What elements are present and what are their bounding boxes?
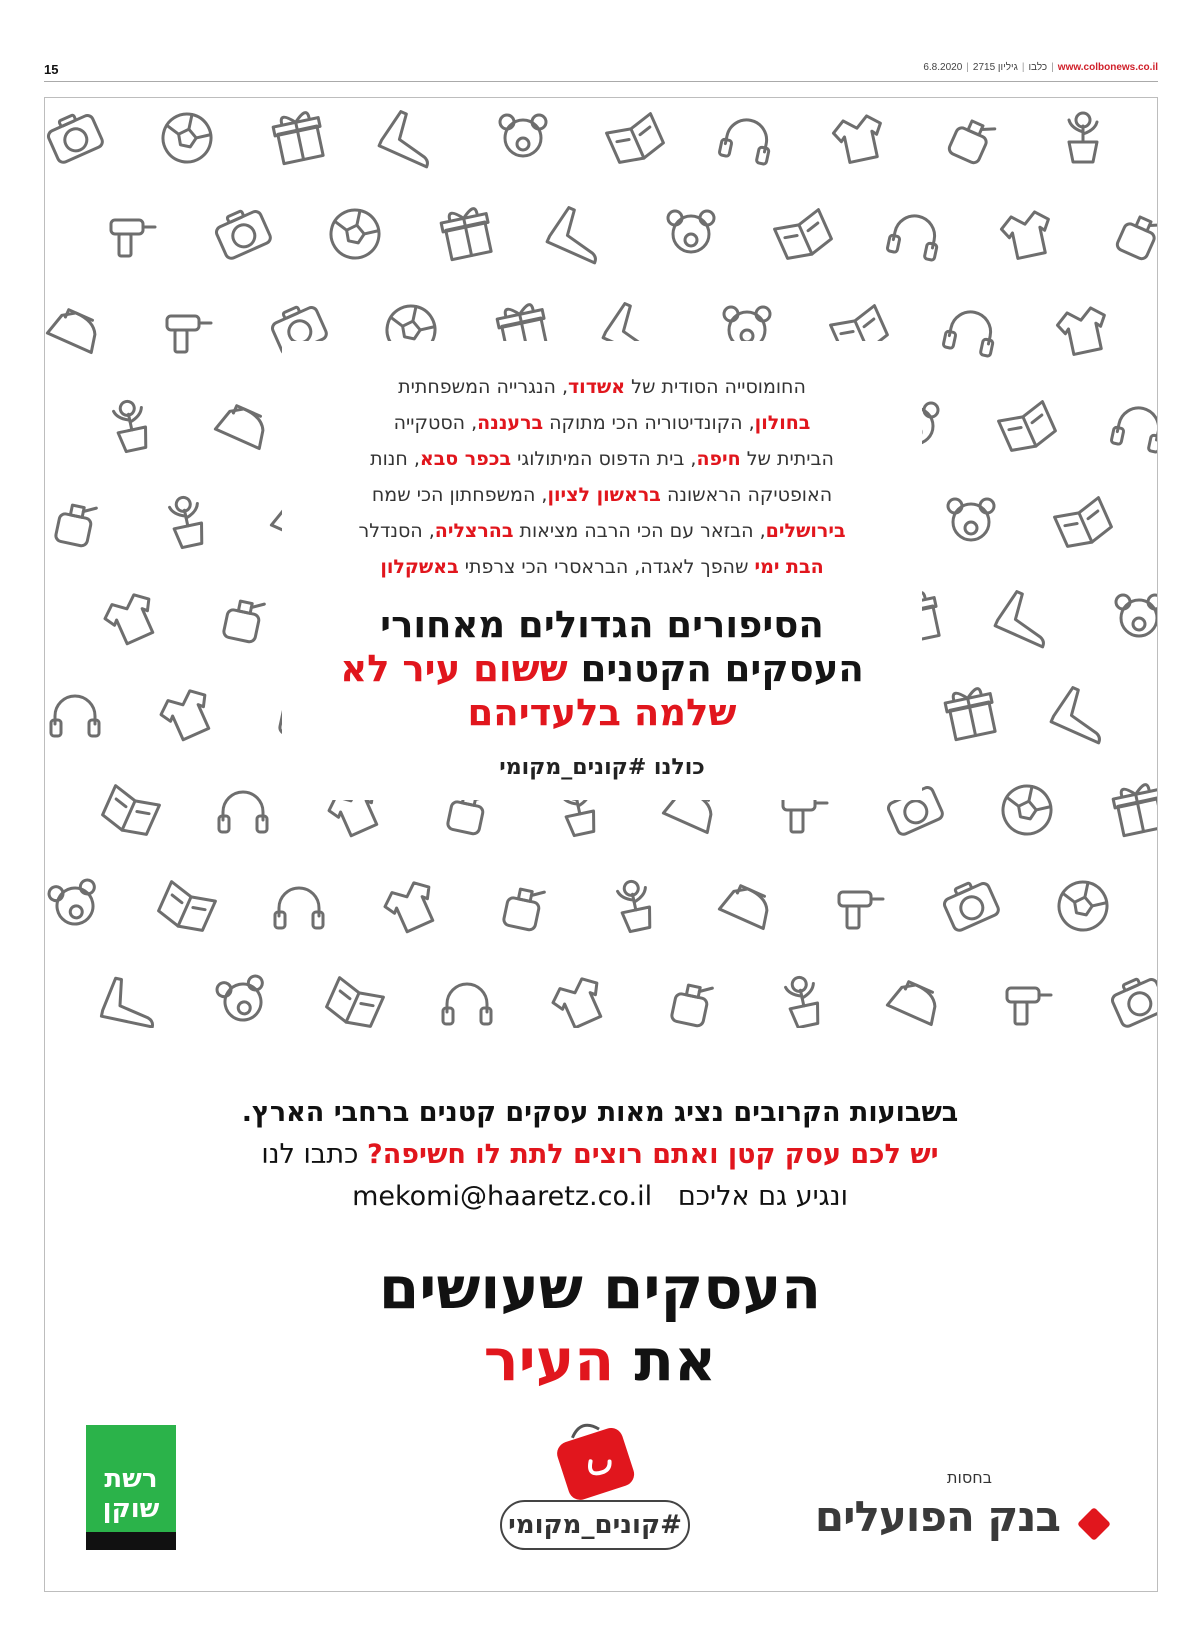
bank-hapoalim-logo [814,1468,1120,1558]
headline-line-2: העסקים הקטנים ששום עיר לא [340,647,864,690]
headline-line-3: שלמה בלעדיהם [467,691,737,734]
invite-line-3: ונגיע גם אליכם mekomi@haaretz.co.il [352,1181,848,1212]
issue-number: גיליון 2715 [972,62,1018,73]
story-line: האופטיקה הראשונה בראשון לציון, המשפחתון הכי שמח [371,484,833,506]
header-meta: www.colbonews.co.il|כלבו|גיליון 2715|6.8.2020 [923,62,1158,73]
sponsor-label: בחסות [947,1468,992,1487]
story-line: החומוסייה הסודית של אשדוד, הנגרייה המשפחתית [398,376,806,398]
story-line: בחולון, הקונדיטוריה הכי מתוקה ברעננה, הסטקייה [393,412,811,434]
headline-line-1: הסיפורים הגדולים מאחורי [380,603,824,646]
issue-date: 6.8.2020 [923,62,963,73]
campaign-slogan [200,1252,1000,1396]
konim-mekomi-label: #קונים_מקומי [500,1500,690,1550]
invite-line-1: בשבועות הקרובים נציג מאות עסקים קטנים ברחבי הארץ. [241,1097,959,1128]
konim-mekomi-logo [500,1420,690,1560]
header-divider [44,81,1158,82]
reshet-shoken-logo [86,1425,176,1550]
website-link[interactable]: www.colbonews.co.il [1057,62,1158,73]
page-number: 15 [44,62,59,77]
invite-line-2: יש לכם עסק קטן ואתם רוצים לתת לו חשיפה? כתבו לנו [261,1139,939,1170]
story-line: הביתית של חיפה, בית הדפוס המיתולוגי בכפר סבא, חנות [370,448,834,470]
reshet-logo-line-2: שוקן [102,1494,160,1524]
story-headline [282,603,922,735]
publication-name: כלבו [1028,62,1048,73]
bank-diamond-icon [1074,1504,1114,1544]
slogan-line-1: העסקים שעושים [378,1254,822,1322]
story-box [282,341,922,800]
story-hashtag: כולנו #קונים_מקומי [499,755,705,780]
bank-name: בנק הפועלים [814,1492,1060,1541]
reshet-logo-line-1: רשת [104,1464,158,1494]
story-paragraph [318,369,886,585]
contact-email[interactable]: mekomi@haaretz.co.il [352,1181,653,1212]
shopping-bag-icon [500,1420,690,1505]
invite-block [150,1092,1050,1218]
story-line: בירושלים, הבזאר עם הכי הרבה מציאות בהרצליה, הסנדלר [358,520,846,542]
slogan-line-2: את העיר [483,1326,717,1394]
story-line: הבת ימי שהפך לאגדה, הבראסרי הכי צרפתי באשקלון [380,556,824,578]
